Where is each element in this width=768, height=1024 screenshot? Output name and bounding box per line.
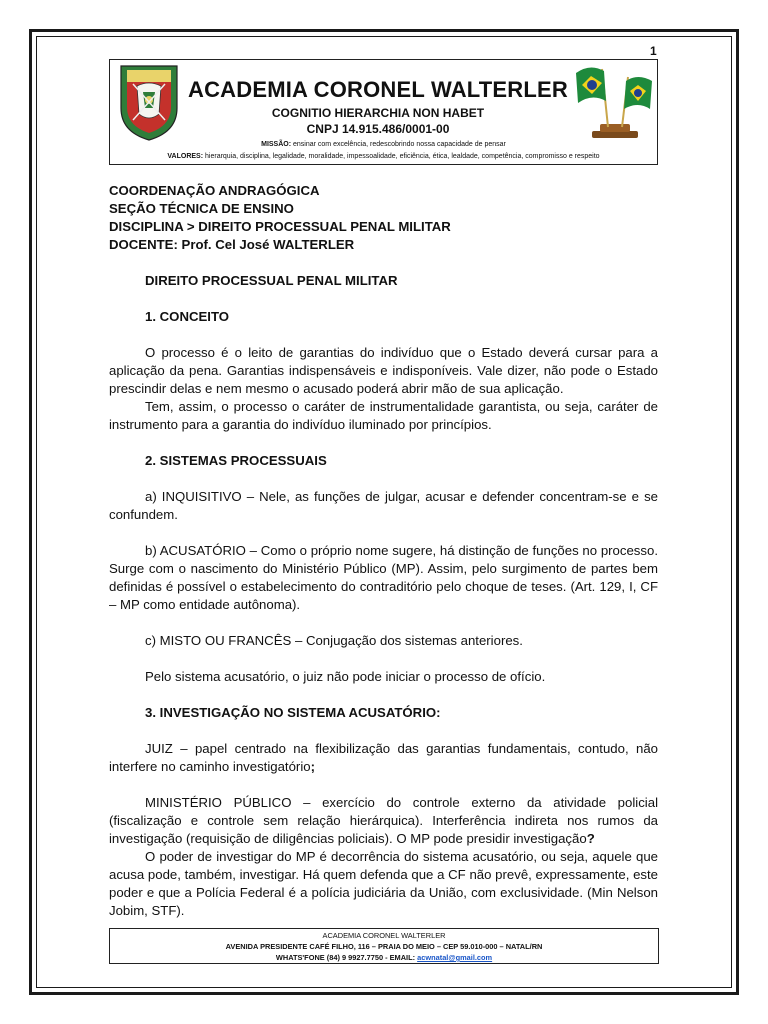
section-1-paragraph-2: Tem, assim, o processo o caráter de instrumentalidade garantista, ou seja, caráter de instrumento para a garantia do indivíduo iluminado por princípios. <box>109 399 658 432</box>
academy-crest-logo <box>117 62 181 142</box>
footer-email-link[interactable]: acwnatal@gmail.com <box>417 953 493 962</box>
footer-address: AVENIDA PRESIDENTE CAFÉ FILHO, 116 – PRAIA DO MEIO – CEP 59.010-000 – NATAL/RN <box>225 942 543 951</box>
page-number: 1 <box>650 44 657 58</box>
mission-label: MISSÃO: <box>261 141 292 148</box>
academy-cnpj: CNPJ 14.915.486/0001-00 <box>306 122 450 136</box>
section-3-mp-text: MINISTÉRIO PÚBLICO – exercício do controle externo da atividade policial (fiscalização e controle sem relação hierárquica). Interferência indireta nos rumos da investigação (requisição de diligências policiais). O MP pode presidir investigação <box>109 795 658 846</box>
values-label: VALORES: <box>167 153 204 160</box>
section-2-heading: 2. SISTEMAS PROCESSUAIS <box>145 453 327 468</box>
document-title: DIREITO PROCESSUAL PENAL MILITAR <box>145 273 398 288</box>
mission-text: ensinar com excelência, redescobrindo nossa capacidade de pensar <box>293 141 506 148</box>
section-3-juiz-end: ; <box>310 759 315 774</box>
values-text: hierarquia, disciplina, legalidade, moralidade, impessoalidade, eficiência, ética, lealdade, competência, compromisso e respeito <box>205 153 600 160</box>
document-meta <box>109 182 659 254</box>
section-2-item-a: a) INQUISITIVO – Nele, as funções de julgar, acusar e defender concentram-se e se confundem. <box>109 489 658 522</box>
academy-name: ACADEMIA CORONEL WALTERLER <box>187 77 568 102</box>
section-3-mp-end: ? <box>586 831 595 846</box>
footer-box <box>109 928 659 964</box>
values-line <box>110 153 657 160</box>
footer-phone: WHATS'FONE (84) 9 9927.7750 - EMAIL: <box>275 953 418 962</box>
meta-coordination: COORDENAÇÃO ANDRAGÓGICA <box>109 183 320 198</box>
meta-discipline: DISCIPLINA > DIREITO PROCESSUAL PENAL MILITAR <box>109 219 451 234</box>
section-3-mp <box>109 794 658 848</box>
mission-line <box>110 141 657 148</box>
section-1-paragraph-1: O processo é o leito de garantias do indivíduo que o Estado deverá cursar para a aplicação da pena. Garantias indispensáveis e indisponíveis. Vale dizer, não pode o Estado prescindir delas e nem mesmo o acusado poderá abrir mão de sua aplicação. <box>109 345 658 396</box>
meta-teacher: DOCENTE: Prof. Cel José WALTERLER <box>109 237 355 252</box>
section-3-juiz-text: JUIZ – papel centrado na flexibilização das garantias fundamentais, contudo, não interfere no caminho investigatório <box>109 741 658 774</box>
section-2-item-b: b) ACUSATÓRIO – Como o próprio nome sugere, há distinção de funções no processo. Surge com o nascimento do Ministério Público (MP). Assim, pelo surgimento de partes bem definidas é possível o estabelecimento do contraditório pelo choque de teses. (Art. 129, I, CF – MP como entidade autônoma). <box>109 543 658 612</box>
document-body <box>109 272 658 920</box>
footer-name: ACADEMIA CORONEL WALTERLER <box>322 931 446 940</box>
section-3-paragraph: O poder de investigar do MP é decorrência do sistema acusatório, ou seja, aquele que acusa pode, também, investigar. Há quem defenda que a CF não prevê, expressamente, este poder e que a Polícia Federal é a polícia judiciária da União, com exclusividade. (Min Nelson Jobim, STF). <box>109 849 658 918</box>
section-3-juiz <box>109 740 658 776</box>
academy-motto: COGNITIO HIERARCHIA NON HABET <box>271 106 485 120</box>
section-2-note: Pelo sistema acusatório, o juiz não pode iniciar o processo de ofício. <box>145 669 546 684</box>
footer-contact <box>110 952 658 963</box>
flags-emblem <box>572 61 656 145</box>
meta-section: SEÇÃO TÉCNICA DE ENSINO <box>109 201 294 216</box>
section-2-item-c: c) MISTO OU FRANCÊS – Conjugação dos sistemas anteriores. <box>145 633 523 648</box>
section-3-heading: 3. INVESTIGAÇÃO NO SISTEMA ACUSATÓRIO: <box>145 705 441 720</box>
section-1-heading: 1. CONCEITO <box>145 309 230 324</box>
